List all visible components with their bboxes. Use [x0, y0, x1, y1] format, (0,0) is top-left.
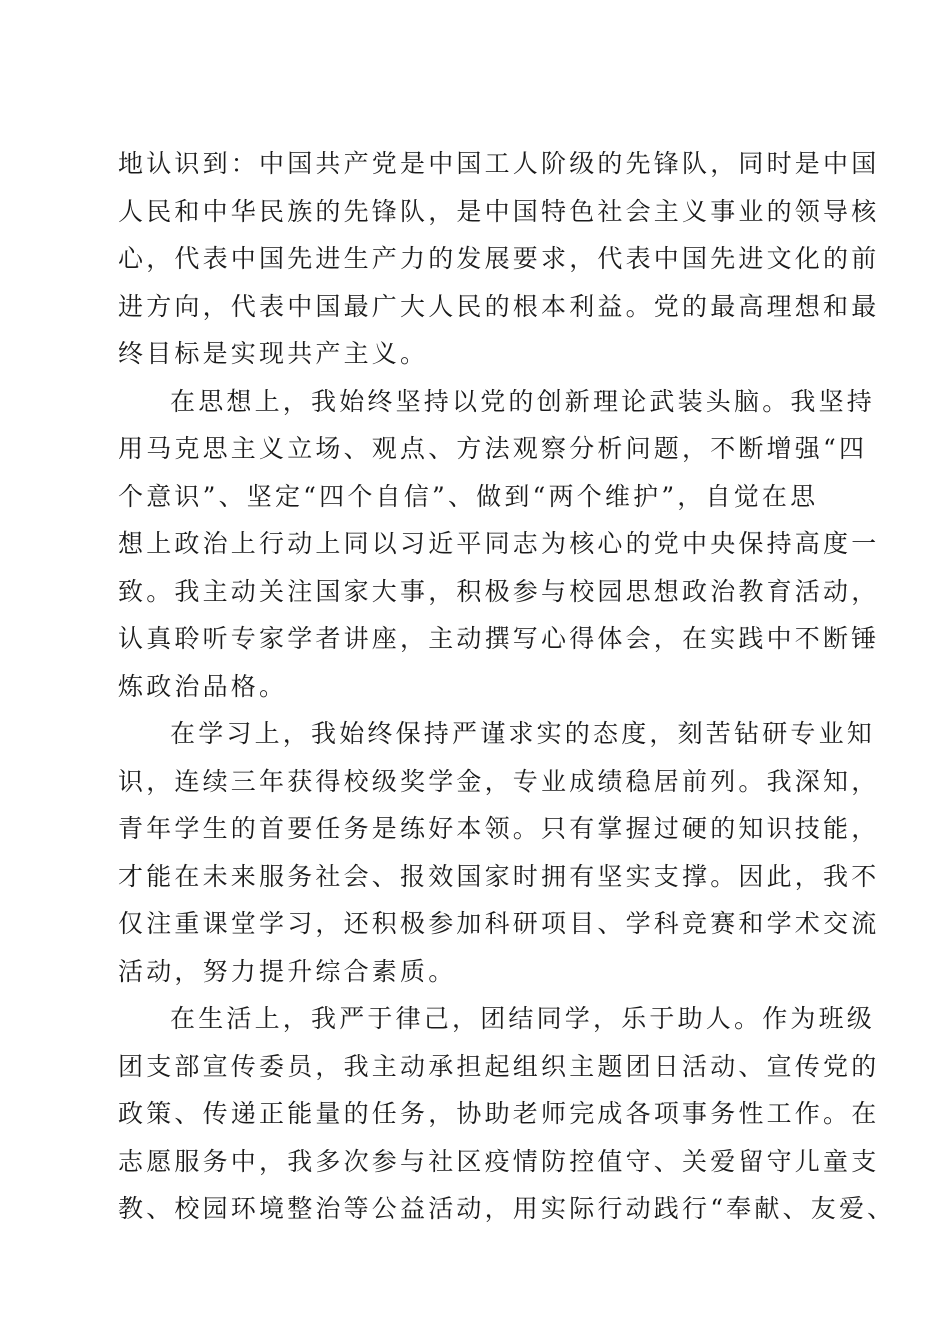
document-body: [118, 140, 896, 1233]
text-line: 团支部宣传委员，我主动承担起组织主题团日活动、宣传党的: [118, 1051, 880, 1081]
text-line: 教、校园环境整治等公益活动，用实际行动践行“奉献、友爱、: [118, 1194, 896, 1223]
text-line: 想上政治上行动上同以习近平同志为核心的党中央保持高度一: [118, 529, 880, 558]
text-line: 个意识”、坚定“四个自信”、做到“两个维护”，自觉在思: [118, 481, 819, 511]
text-line: 地认识到：中国共产党是中国工人阶级的先锋队，同时是中国: [118, 149, 880, 178]
text-line: 活动，努力提升综合素质。: [118, 956, 457, 986]
text-line: 终目标是实现共产主义。: [118, 339, 429, 368]
text-line: 识，连续三年获得校级奖学金，专业成绩稳居前列。我深知，: [118, 766, 880, 796]
text-line: 政策、传递正能量的任务，协助老师完成各项事务性工作。在: [118, 1099, 880, 1128]
text-line: 仅注重课堂学习，还积极参加科研项目、学科竞赛和学术交流: [118, 909, 880, 938]
paragraph-first-line: 在思想上，我始终坚持以党的创新理论武装头脑。我坚持: [170, 386, 876, 416]
text-line: 认真聆听专家学者讲座，主动撰写心得体会，在实践中不断锤: [118, 624, 880, 653]
text-line: 致。我主动关注国家大事，积极参与校园思想政治教育活动，: [118, 576, 880, 606]
text-line: 进方向，代表中国最广大人民的根本利益。党的最高理想和最: [118, 291, 880, 321]
text-line: 志愿服务中，我多次参与社区疫情防控值守、关爱留守儿童支: [118, 1146, 880, 1176]
paragraph-first-line: 在生活上，我严于律己，团结同学，乐于助人。作为班级: [170, 1004, 876, 1033]
paragraph-first-line: 在学习上，我始终保持严谨求实的态度，刻苦钻研专业知: [170, 719, 876, 748]
text-line: 心，代表中国先进生产力的发展要求，代表中国先进文化的前: [118, 244, 880, 273]
text-line: 人民和中华民族的先锋队，是中国特色社会主义事业的领导核: [118, 196, 880, 226]
text-line: 用马克思主义立场、观点、方法观察分析问题，不断增强“四: [118, 434, 868, 463]
text-line: 才能在未来服务社会、报效国家时拥有坚实支撑。因此，我不: [118, 861, 880, 891]
text-line: 炼政治品格。: [118, 671, 288, 701]
text-line: 青年学生的首要任务是练好本领。只有掌握过硬的知识技能，: [118, 814, 880, 843]
